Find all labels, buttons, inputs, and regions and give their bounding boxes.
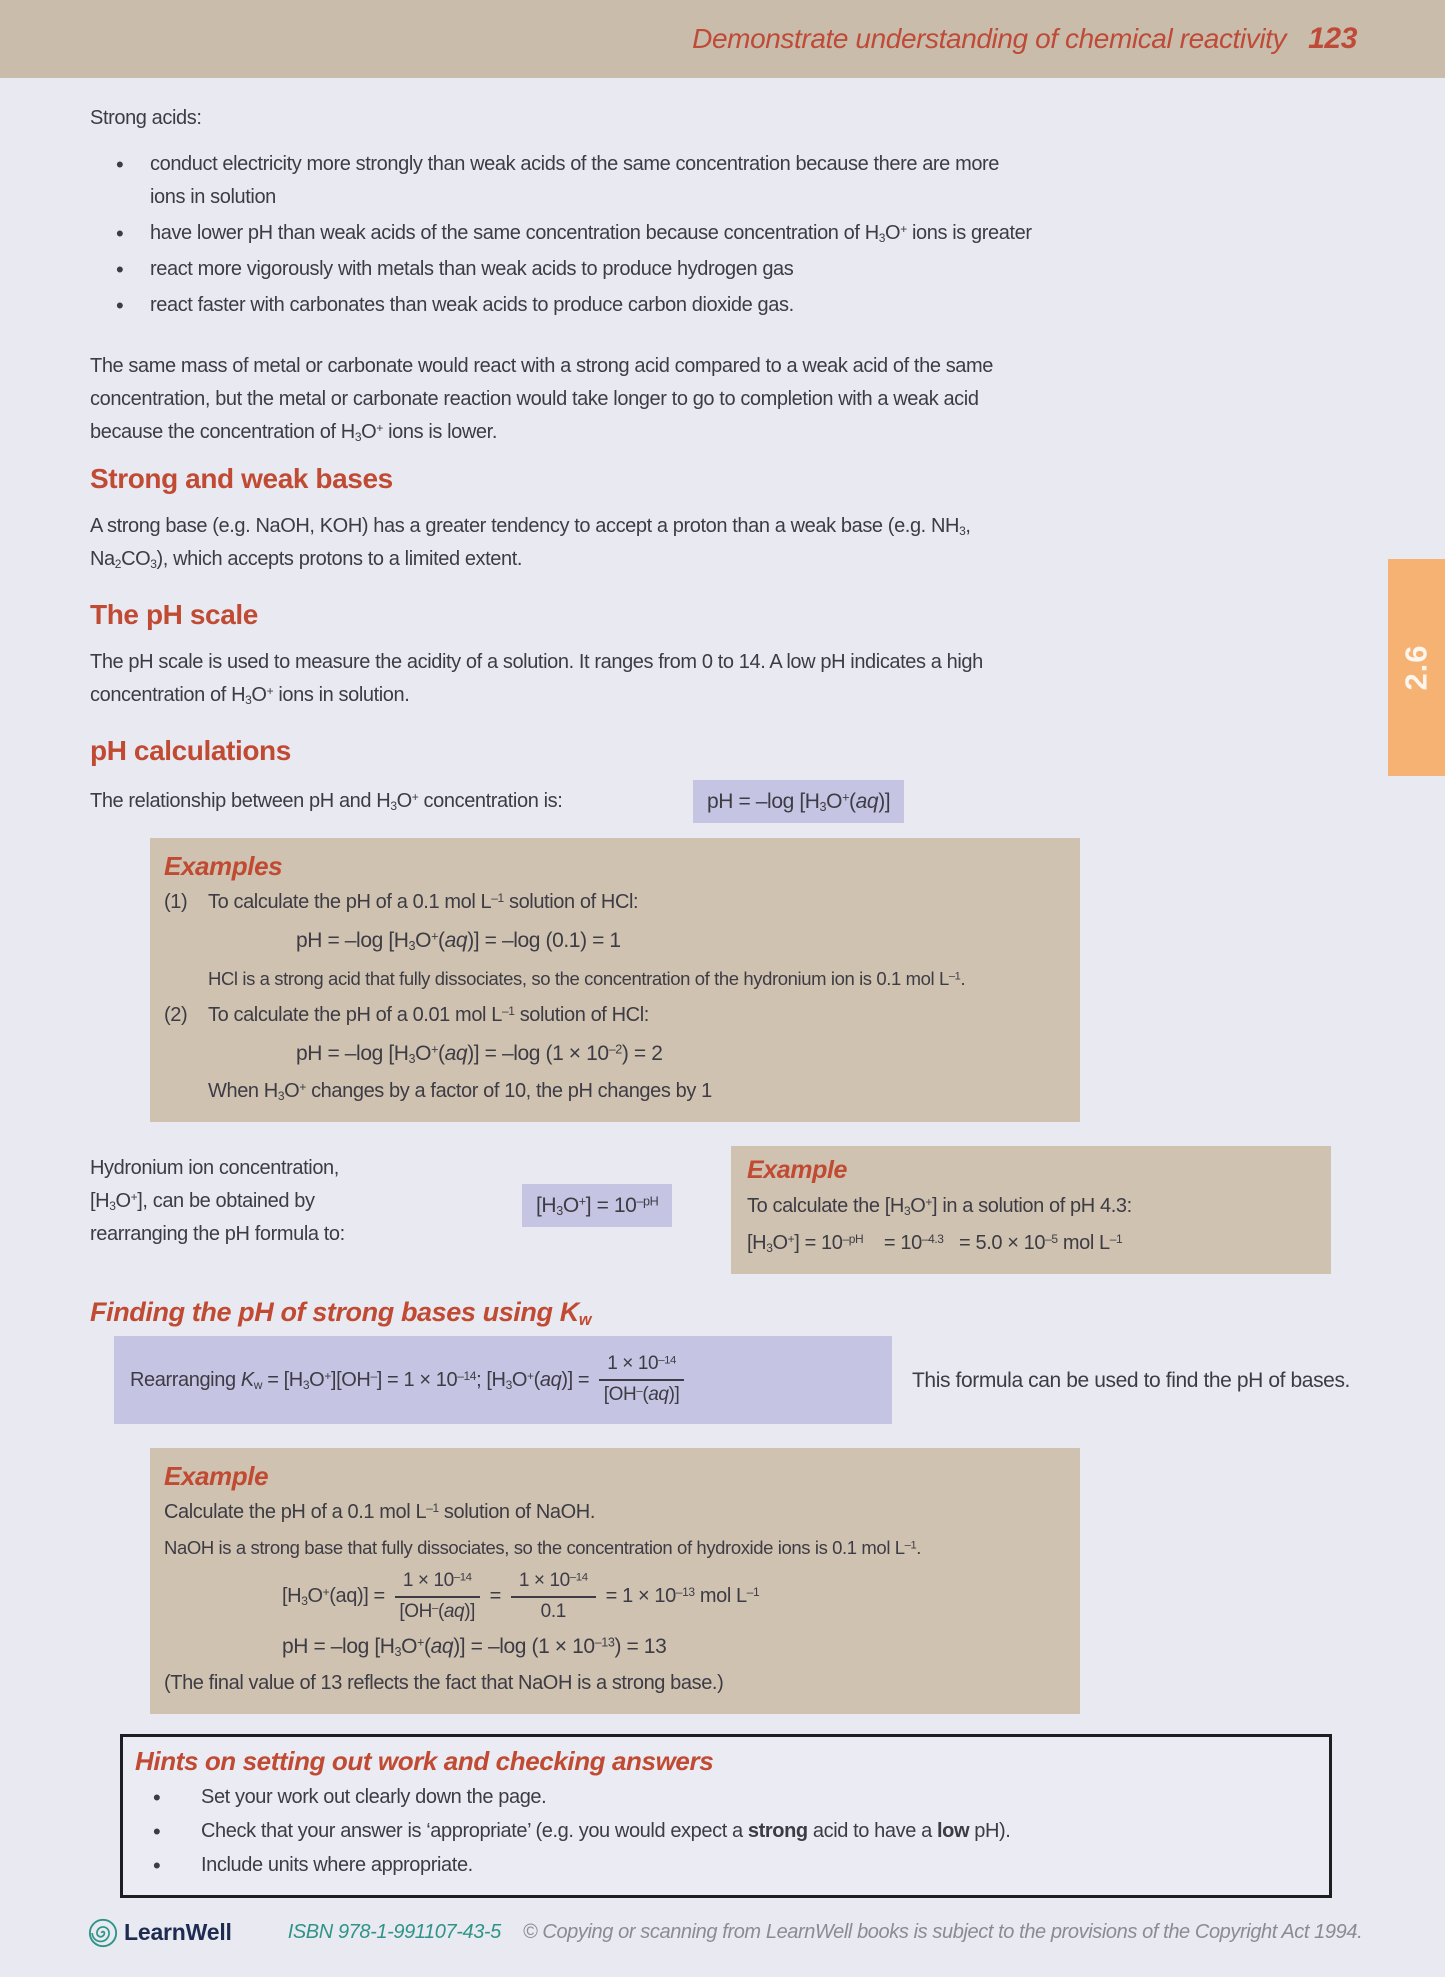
naoh-equals-sign: =: [489, 1585, 501, 1608]
bullet-item: [90, 148, 1170, 214]
bullet-item-text: • have lower pH than weak acids of the same concentration because concentration of $H_3O^+$ ions is greater: [150, 222, 1032, 245]
hydronium-section: [90, 1146, 1340, 1276]
naoh-equation-lhs: $[H_3O^+(aq)]$ =: [282, 1585, 385, 1609]
hints-bullet-text: • Check that your answer is ‘appropriate’ (e.g. you would expect a strong acid to have a low pH).: [201, 1820, 1011, 1842]
naoh-equation: [282, 1570, 1066, 1624]
naoh-fraction-2-denominator: 0.1: [540, 1600, 566, 1622]
hydronium-formula-box: $[H_3O^+] = 10^{-pH}$: [522, 1184, 672, 1227]
paragraph-strong-weak-bases: A strong base (e.g. NaOH, KOH) has a greater tendency to accept a proton than a weak base (e.g. $NH_3$, $Na_2CO_3$), which accepts protons to a limited extent.: [90, 515, 971, 571]
hydronium-example-title: Example: [747, 1156, 848, 1184]
kw-fraction-denominator: [OH–(aq)]: [603, 1384, 680, 1405]
example-2-note: When $H_3O^+$ changes by a factor of 10, the pH changes by 1: [208, 1080, 712, 1103]
naoh-example-box: [150, 1448, 1080, 1714]
example-2-formula: pH = –log $[H_3O^+(aq)] = -\log$ $(1 \times 10^{-2}) = 2$: [296, 1042, 663, 1067]
heading-strong-weak-bases: Strong and weak bases: [90, 463, 393, 494]
bullet-list: [90, 148, 1170, 325]
kw-formula-box: [114, 1336, 892, 1424]
naoh-ph-line: pH = –log $[H_3O^+(aq)] = -\log$ $(1 \times 10^{-13}) = 13$: [282, 1634, 667, 1659]
page-header: [0, 0, 1445, 78]
bullet-item: [90, 217, 1170, 250]
hints-bullet: [135, 1815, 1311, 1848]
hints-bullet: [135, 1849, 1311, 1882]
bullet-item: [90, 253, 1170, 286]
ph-relationship-row: [90, 780, 904, 823]
hints-bullet-text: • Set your work out clearly down the page.: [201, 1786, 547, 1808]
paragraph-ph-scale: The pH scale is used to measure the acidity of a solution. It ranges from 0 to 14. A low pH indicates a high concentration of $H_3O^+$ ions in solution.: [90, 651, 983, 707]
bullet-item: [90, 289, 1170, 322]
naoh-fraction-1-numerator: $1 \times 10^{-14}$: [395, 1570, 480, 1598]
learnwell-logo-icon: [88, 1918, 118, 1948]
naoh-equation-rhs: = $1 \times 10^{-13}$ mol $L^{-1}$: [605, 1585, 760, 1608]
hydronium-example-box: [731, 1146, 1331, 1274]
naoh-fraction-2: [511, 1570, 596, 1624]
example-2-text: To calculate the pH of a 0.01 mol $L^{-1}$ solution of HCl:: [208, 1004, 649, 1026]
kw-note: This formula can be used to find the pH of bases.: [912, 1368, 1350, 1392]
isbn-text: ISBN 978-1-991107-43-5: [287, 1921, 501, 1943]
hints-bullet-text: • Include units where appropriate.: [201, 1854, 473, 1876]
bullet-item-text: • react more vigorously with metals than weak acids to produce hydrogen gas: [150, 258, 794, 280]
example-1-row: [164, 886, 1066, 919]
naoh-line-1: Calculate the pH of a 0.1 mol $L^{-1}$ solution of NaOH.: [164, 1501, 595, 1523]
hints-bullet: [135, 1781, 1311, 1814]
examples-title: Examples: [164, 851, 283, 881]
example-1-formula: pH = –log $[H_3O^+(aq)] = -\log$ (0.1) = 1: [296, 929, 621, 954]
naoh-note: (The final value of 13 reflects the fact that NaOH is a strong base.): [164, 1671, 724, 1694]
naoh-line-2: NaOH is a strong base that fully dissociates, so the concentration of hydroxide ions is 0.1 mol $L^{-1}$.: [164, 1537, 921, 1558]
bullet-item-text: • conduct electricity more strongly than weak acids of the same concentration because there are more ions in solution: [150, 153, 1000, 208]
kw-fraction: [599, 1353, 684, 1407]
hints-title: Hints on setting out work and checking answers: [135, 1746, 714, 1776]
relationship-text: The relationship between pH and $H_3O^+$ concentration is:: [90, 790, 563, 813]
hydronium-example-result: $[H_3O^+] = 10^{-pH}$ = $10^{-4.3} = 5.0 \times 10^{-5}$ mol $L^{-1}$: [747, 1232, 1123, 1255]
running-head: Demonstrate understanding of chemical reactivity: [692, 23, 1287, 54]
kw-formula-row: [114, 1336, 1364, 1424]
hydronium-example-line: To calculate the $[H_3O^+]$ in a solution of pH 4.3:: [747, 1195, 1132, 1218]
brand-name: LearnWell: [124, 1919, 232, 1945]
hints-box: [120, 1734, 1332, 1898]
heading-kw: Finding the pH of strong bases using $K_w$: [90, 1297, 592, 1330]
page-number: 123: [1308, 22, 1357, 55]
ph-formula-box: pH = –log $[H_3O^+(aq)]$: [693, 780, 904, 823]
example-1-label: (1): [164, 891, 188, 913]
kw-fraction-numerator: $1 \times 10^{-14}$: [599, 1353, 684, 1381]
examples-box: [150, 838, 1080, 1122]
naoh-example-title: Example: [164, 1461, 269, 1491]
example-1-note: HCl is a strong acid that fully dissociates, so the concentration of the hydronium ion is 0.1 mol $L^{-1}$.: [208, 968, 966, 989]
example-2-row: [164, 999, 1066, 1032]
page-footer: [88, 1916, 1362, 1949]
naoh-fraction-1: [395, 1570, 480, 1624]
heading-ph-scale: The pH scale: [90, 599, 258, 630]
example-2-label: (2): [164, 1004, 188, 1026]
section-tab-label: 2.6: [1398, 644, 1434, 691]
heading-ph-calculations: pH calculations: [90, 735, 291, 766]
section-tab: [1388, 559, 1445, 776]
naoh-fraction-2-numerator: $1 \times 10^{-14}$: [511, 1570, 596, 1598]
copyright-text: © Copying or scanning from LearnWell books is subject to the provisions of the Copyright Act 1994.: [522, 1921, 1363, 1943]
intro-heading: Strong acids:: [90, 107, 202, 129]
example-1-text: To calculate the pH of a 0.1 mol $L^{-1}$ solution of HCl:: [208, 891, 639, 913]
intro-paragraph: The same mass of metal or carbonate would react with a strong acid compared to a weak acid of the same concentration, but the metal or carbonate reaction would take longer to go to completion with a weak acid because the concentration of $H_3O^+$ ions is lower.: [90, 355, 993, 444]
bullet-item-text: • react faster with carbonates than weak acids to produce carbon dioxide gas.: [150, 294, 794, 316]
kw-formula-lead: Rearranging $K_w = [H_3O^+][OH^-] = 1 \times 10^{-14}$; $[H_3O^+(aq)]$ =: [130, 1368, 590, 1392]
hydronium-text: Hydronium ion concentration, $[H_3O^+]$, can be obtained by rearranging the pH formula to:: [90, 1157, 345, 1245]
naoh-fraction-1-denominator: [OH–(aq)]: [399, 1600, 476, 1622]
